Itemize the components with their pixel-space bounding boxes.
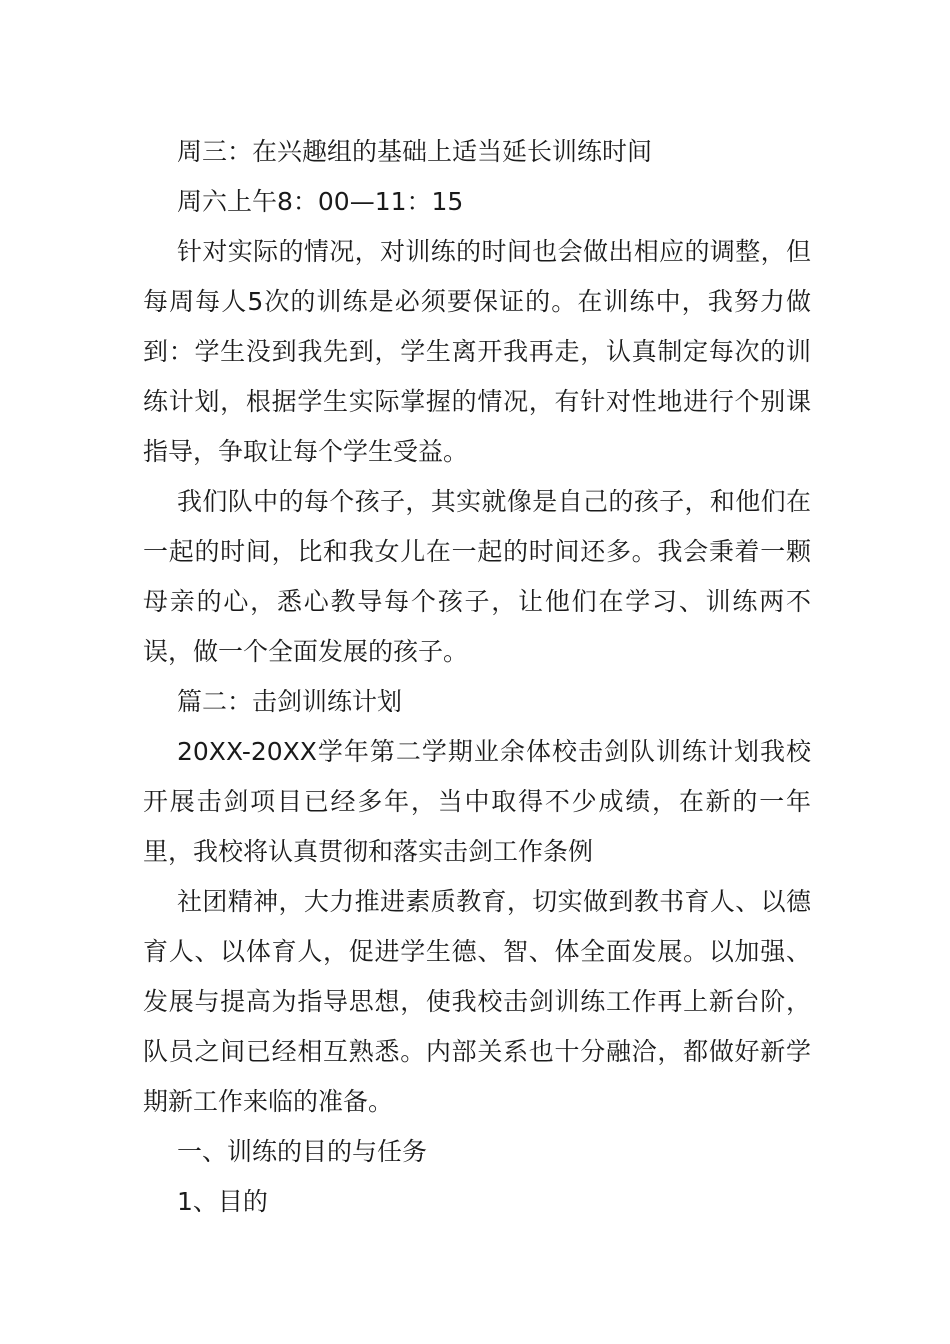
subheading-purpose: 1、目的 — [177, 1187, 268, 1216]
paragraph-training-adjustment: 针对实际的情况，对训练的时间也会做出相应的调整，但每周每人5次的训练是必须要保证的。在训练中，我努力做到：学生没到我先到，学生离开我再走，认真制定每次的训练计划，根据学生实际掌握的情况，有针对性地进行个别课指导，争取让每个学生受益。 — [143, 237, 811, 466]
section-heading-goals-tasks: 一、训练的目的与任务 — [177, 1137, 428, 1166]
paragraph-saturday-schedule: 周六上午8：00—11：15 — [177, 187, 464, 216]
document-body — [143, 127, 811, 1227]
paragraph-plan-intro: 20XX-20XX学年第二学期业余体校击剑队训练计划我校开展击剑项目已经多年，当中取得不少成绩，在新的一年里，我校将认真贯彻和落实击剑工作条例 — [143, 737, 811, 866]
paragraph-wednesday-schedule: 周三：在兴趣组的基础上适当延长训练时间 — [177, 137, 653, 166]
paragraph-club-spirit: 社团精神，大力推进素质教育，切实做到教书育人、以德育人、以体育人，促进学生德、智、体全面发展。以加强、发展与提高为指导思想，使我校击剑训练工作再上新台阶，队员之间已经相互熟悉。内部关系也十分融洽，都做好新学期新工作来临的准备。 — [143, 887, 811, 1116]
paragraph-team-children: 我们队中的每个孩子，其实就像是自己的孩子，和他们在一起的时间，比和我女儿在一起的时间还多。我会秉着一颗母亲的心，悉心教导每个孩子，让他们在学习、训练两不误，做一个全面发展的孩子。 — [143, 487, 811, 666]
section-heading-part-two: 篇二：击剑训练计划 — [177, 687, 403, 716]
